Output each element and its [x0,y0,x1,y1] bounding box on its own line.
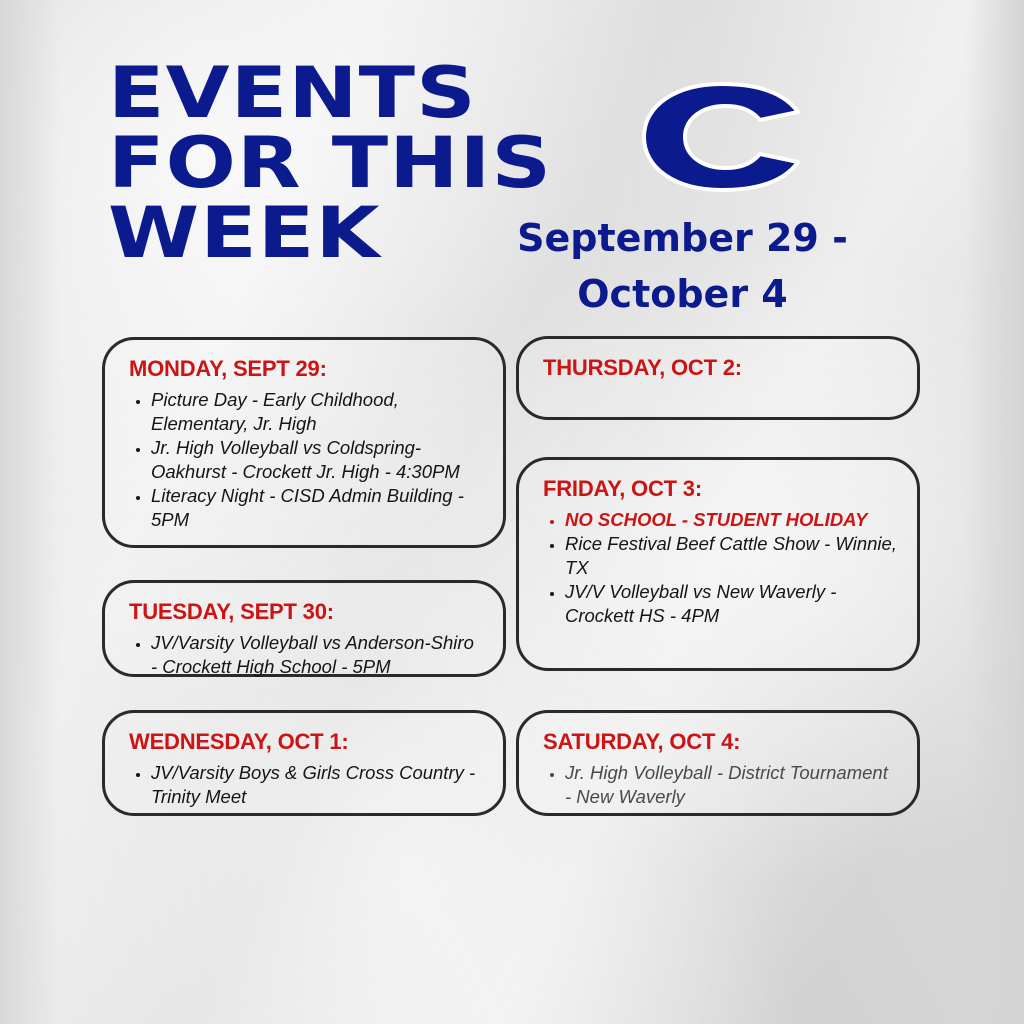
event-item: • JV/Varsity Boys & Girls Cross Country - Trinity Meet [151,761,483,809]
event-item: • Jr. High Volleyball - District Tournament - New Waverly [565,761,897,809]
saturday-events-card [516,710,920,816]
monday-events-card [102,337,506,548]
day-heading: FRIDAY, OCT 3: [543,476,702,501]
event-list [129,631,483,679]
event-item: • Literacy Night - CISD Admin Building - 5PM [151,484,483,532]
date-range-line-1: September 29 - [517,216,848,260]
day-heading: MONDAY, SEPT 29: [129,356,327,381]
event-item: • Jr. High Volleyball vs Coldspring-Oakhurst - Crockett Jr. High - 4:30PM [151,436,483,484]
event-list [543,508,897,628]
title-line-2: FOR THIS [108,122,553,204]
event-item: • Picture Day - Early Childhood, Elementary, Jr. High [151,388,483,436]
right-edge-shadow [964,0,1024,1024]
thursday-events-card [516,336,920,420]
event-item: • JV/Varsity Volleyball vs Anderson-Shiro - Crockett High School - 5PM [151,631,483,679]
event-item: • JV/V Volleyball vs New Waverly - Crockett HS - 4PM [565,580,897,628]
event-list [543,761,897,809]
day-heading: SATURDAY, OCT 4: [543,729,741,754]
date-range [510,210,855,322]
block-letter-c-logo [640,82,810,192]
page-title [108,52,553,274]
left-edge-shadow [0,0,60,1024]
event-list [129,388,483,532]
day-heading: THURSDAY, OCT 2: [543,355,742,380]
event-list [129,761,483,809]
date-range-line-2: October 4 [577,272,788,316]
event-item-holiday: • NO SCHOOL - STUDENT HOLIDAY [565,508,897,532]
tuesday-events-card [102,580,506,677]
title-line-1: EVENTS [108,52,477,134]
day-heading: WEDNESDAY, OCT 1: [129,729,349,754]
title-line-3: WEEK [108,192,381,274]
friday-events-card [516,457,920,671]
wednesday-events-card [102,710,506,816]
event-item: • Rice Festival Beef Cattle Show - Winnie, TX [565,532,897,580]
day-heading: TUESDAY, SEPT 30: [129,599,334,624]
